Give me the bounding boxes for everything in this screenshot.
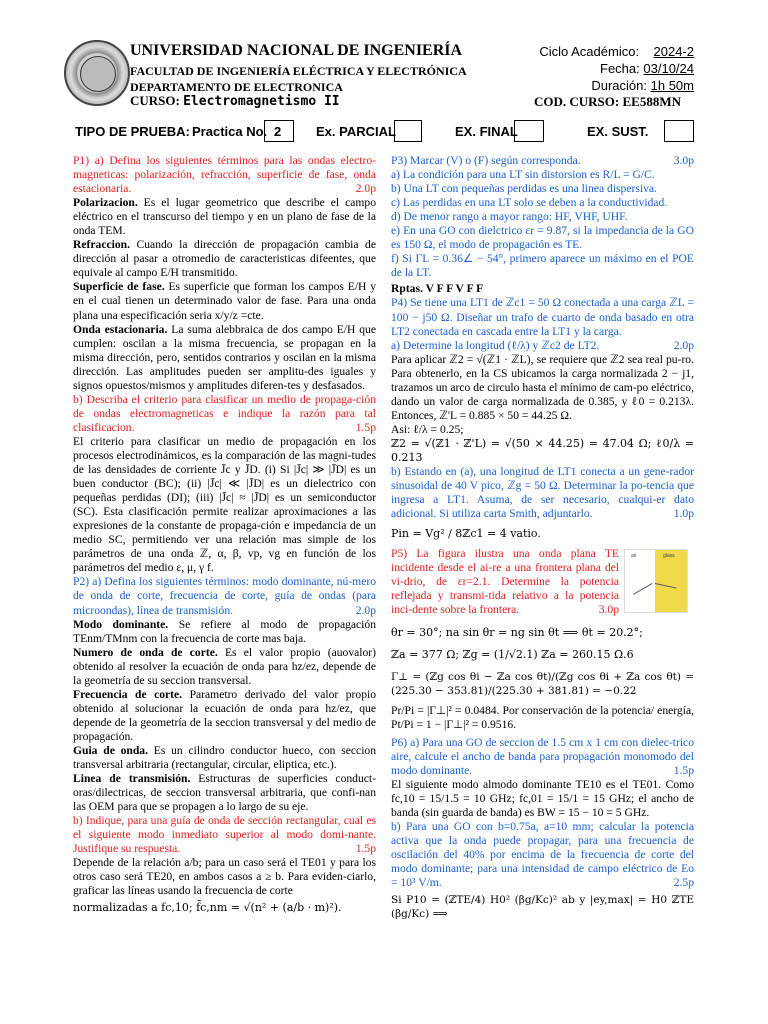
numero-onda-answer: Numero de onda de corte. Es el valor propio (auovalor) obtenido al resolver la ecuación de onda para hz/ez, depende de la geometría de su seccion transversal. [73,645,377,687]
p2a-question: P2) a) Defina los siguientes términos: modo dominante, nú-mero de onda de corte, frecuencia de corte, guía de ondas (para microondas), línea de transmisión. 2.0p [73,575,376,617]
parcial-label: Ex. PARCIAL [316,124,396,139]
sust-label: EX. SUST. [587,124,649,139]
p6a-solution: El siguiente modo almodo dominante TE10 es el TE01. Como fc,10 = 15/1.5 = 10 GHz; fc,01 = 15/1 = 15 GHz; el ancho de banda (sin guarda de banda) es BW = 15 − 10 = 5 GHz. [391,777,694,820]
sust-box[interactable] [664,120,694,142]
p4a-ratio: Asi: ℓ/λ = 0.25; [391,422,464,436]
p1b-answer: El criterio para clasificar un medio de propagación en los procesos electrodinámicos, es la comparación de las magni-tudes de las densidades de corriente J̄c y J̄D. (i) Si |J̄c| ≫ |J̄D| es un buen conductor (BC); (ii) |J̄c| ≪ |J̄D| es un dielectrico con pequeñas perdidas (DI); (iii) |J̄c| ≈ |J̄D| es un semiconductor (SC). Esta clasificación permite realizar aproximaciones a las expresiones de la constante de propaga-ción e impedancia de un medio SC, permitiendo ver una relación mas simple de los parámetros de una onda ℤ, α, β, vp, vg en función de los parámetros del medio ε, μ, γ f. [73,434,376,575]
glass-label: glass [663,553,675,559]
cycle-label: Ciclo Académico: [539,44,640,59]
final-label: EX. FINAL [455,124,518,139]
course-code: COD. CURSO: EE588MN [534,94,681,109]
p4b-question: b) Estando en (a), una longitud de LT1 conecta a un gene-rador sinusoidal de 40 V pico, ℤg = 50 Ω. Determinar la po-tencia que ingresa a LT1. Asuma, de ser necesario, cualqui-er dato adicional. Si utiliza carta Smith, adjuntarlo. 1.0p [391,465,694,521]
duration-label: Duración: [591,78,647,93]
te-wave-interface-figure [624,549,688,613]
date-label: Fecha: [600,61,640,76]
date-value: 03/10/24 [643,61,694,76]
p3-answers: Rptas. V F F V F F [391,282,484,296]
course-name: Electromagnetismo II [183,94,340,109]
duration-line [591,78,694,93]
reflection-coefficient-formula: Γ⊥ = (ℤg cos θi − ℤa cos θt)/(ℤg cos θi + ℤa cos θt) = (225.30 − 353.81)/(225.30 + 381.81) = −0.22 [391,670,694,697]
superficie-answer: Superficie de fase. Es superficie que forman los campos E/H y en el cual tienen un determinado valor de fase. Para una onda plana una especificación seria x/y/z =cte. [73,280,377,322]
snell-formula: θr = 30°; na sin θr = ng sin θt ⟹ θt = 20.2°; [391,625,643,639]
refraccion-answer: Refraccion. Cuando la dirección de propagación cambia de dirección al pasar a otromedio de caracteristicas difeentes, que equivale al campo E/H transmitido. [73,238,376,280]
p6b-question: b) Para una GO con b=0.75a, a=10 mm; calcular la potencia activa que la onda puede propagar, para una frecuencia de oscilación del 40% por encima de la frecuencia de corte del modo dominante; para una intensidad de campo eléctrico de Eo = 10³ V/m. 2.5p [391,820,694,890]
linea-transmision-answer: Linea de transmisión. Estructuras de superficies conduct-oras/dilectricas, de seccion transversal arbitraria, que confi-nan las OEM para que se propagen a lo largo de su eje. [73,772,376,814]
p2b-answer: Depende de la relación a/b; para un caso será el TE01 y para los otros caso será TE20, en ambos casos a ≥ b. Para eviden-ciarlo, graficar las líneas usando la frecuencia de corte [73,856,376,898]
p3d-statement: d) De menor rango a mayor rango: HF, VHF, UHF. [391,210,628,224]
right-column [391,154,694,921]
practica-number: 2 [274,124,282,139]
test-type-label: TIPO DE PRUEBA: [75,124,190,139]
p3-question: P3) Marcar (V) o (F) según corresponda. 3.0p [391,154,694,167]
frecuencia-corte-answer: Frecuencia de corte. Parametro derivado del valor propio obtenido al solucionar la ecuación de onda para hz/ez, que depende de la geometría de la seccion transversal y del medio de propagación. [73,687,377,743]
cycle-line [539,44,694,59]
practica-label: Practica No. [192,124,268,139]
p4a-solution: Para aplicar ℤ2 = √(ℤ1 · ℤL), se requiere que ℤ2 sea real pu-ro. Para obtenerlo, en la CS ubicamos la carga normalizada 2 − j1, trazamos un arco de circulo hasta el mínimo de cam-po eléctrico, dando un valor de carga normalizada de 0.385, y ℓ0 = 0.213λ. Entonces, ℤ'L = 0.885 × 50 = 44.25 Ω. [391,352,694,422]
glass-region [655,550,687,612]
p3c-statement: c) Las perdidas en una LT solo se deben a la conductividad. [391,196,668,210]
normalized-frequency-formula: normalizadas a fc,10; f̄c,nm = √(n² + (a/b · m)²). [73,901,342,915]
faculty-name: FACULTAD DE INGENIERÍA ELÉCTRICA Y ELECTRÓNICA [130,64,467,78]
z2-formula: ℤ2 = √(ℤ1 · ℤ'L) = √(50 × 44.25) = 47.04 Ω; ℓ0/λ = 0.213 [391,436,694,464]
duration-value: 1h 50m [650,78,694,93]
cycle-value: 2024-2 [653,44,694,59]
estacionaria-answer: Onda estacionaria. La suma alebbraica de dos campo E/H que cumplen: oscilan a la misma frecuencia, se propagan en la misma dirección, pero, sentidos contrarios y oscilan en la misma dirección. Las amplitudes pueden ser amplitu-des iguales y signos opuestos/mismos y amplitudes diferen-tes y desfasados. [73,322,376,392]
p3f-statement: f) Si ΓL = 0.36∠ − 54°, primero aparece un máximo en el POE de la LT. [391,252,694,280]
p1a-question: P1) a) Defina los siguientes términos para las ondas electro-magneticas: polarización, refracción, superficie de fase, onda estacionaria. 2.0p [73,154,376,196]
modo-dominante-answer: Modo dominante. Se refiere al modo de propagación TEnm/TMnm con la frecuencia de corte mas baja. [73,617,376,645]
date-line [600,61,694,76]
impedance-formula: ℤa = 377 Ω; ℤg = (1/√2.1) ℤa = 260.15 Ω.6 [391,647,634,661]
final-box[interactable] [514,120,544,142]
p2b-question: b) Indique, para una guía de onda de sección rectangular, cual es el siguiente modo inmediato superior al modo domi-nante. Justifique su respuesta. 1.5p [73,814,376,856]
incident-ray [633,583,653,595]
university-name: UNIVERSIDAD NACIONAL DE INGENIERÍA [130,42,463,59]
p4a-question: a) Determine la longitud (ℓ/λ) y ℤc2 de LT2. 2.0p [391,338,694,352]
p1b-question: b) Describa el criterio para clasificar un medio de propaga-ción de ondas electromagneticas e indique la razón para tal clasificacion. 1.5p [73,392,376,434]
p4-question: P4) Se tiene una LT1 de ℤc1 = 50 Ω conectada a una carga ℤL = 100 − j50 Ω. Diseñar un trafo de cuarto de onda basado en otra LT2 conectada en cascada entre la LT1 y la carga. [391,296,694,338]
guia-onda-answer: Guia de onda. Es un cilindro conductor hueco, con seccion transversal arbitraria (rectangular, circular, eliptica, etc.). [73,743,377,772]
power-ratio-answer: Pr/Pi = |Γ⊥|² = 0.0484. Por conservación de la potencia/ energía, Pt/Pi = 1 − |Γ⊥|² = 0.9516. [391,703,694,731]
pin-formula: Pin = Vg² / 8ℤc1 = 4 vatio. [391,527,541,541]
parcial-box[interactable] [394,120,422,142]
polarizacion-answer: Polarizacion. Es el lugar geometrico que describe el campo eléctrico en el transcurso del tiempo y en un plano de fase de la onda TEM. [73,196,376,238]
p3e-statement: e) En una GO con dielctrico εr = 9.87, si la impedancia de la GO es 150 Ω, el modo de propagación es TE. [391,224,694,252]
air-label: air [631,553,637,559]
university-seal [64,40,130,106]
p5-question: P5) La figura ilustra una onda plana TE incidente desde el ai-re a una frontera plana del vi-drio, de εr=2.1. Determine la potencia reflejada y transmi-tida relativo a la potencia inci-dente sobre la frontera. 3.0p [391,547,619,617]
department-name: DEPARTAMENTO DE ELECTRONICA [130,80,343,94]
p10-formula: Si P10 = (ℤTE/4) H0² (βg/Kc)² ab y |ey,max| = H0 ℤTE (βg/Kc) ⟹ [391,894,694,921]
course-label: CURSO: [130,93,180,108]
p3b-statement: b) Una LT con pequeñas perdidas es una linea dispersiva. [391,182,657,196]
course-line [130,93,340,109]
left-column [73,154,376,916]
p6a-question: P6) a) Para una GO de seccion de 1.5 cm x 1 cm con dielec-trico aire, calcule el ancho de banda para propagación monomodo del modo dominante. 1.5p [391,735,694,777]
p3a-statement: a) La condición para una LT sin distorsion es R/L = G/C. [391,168,655,182]
